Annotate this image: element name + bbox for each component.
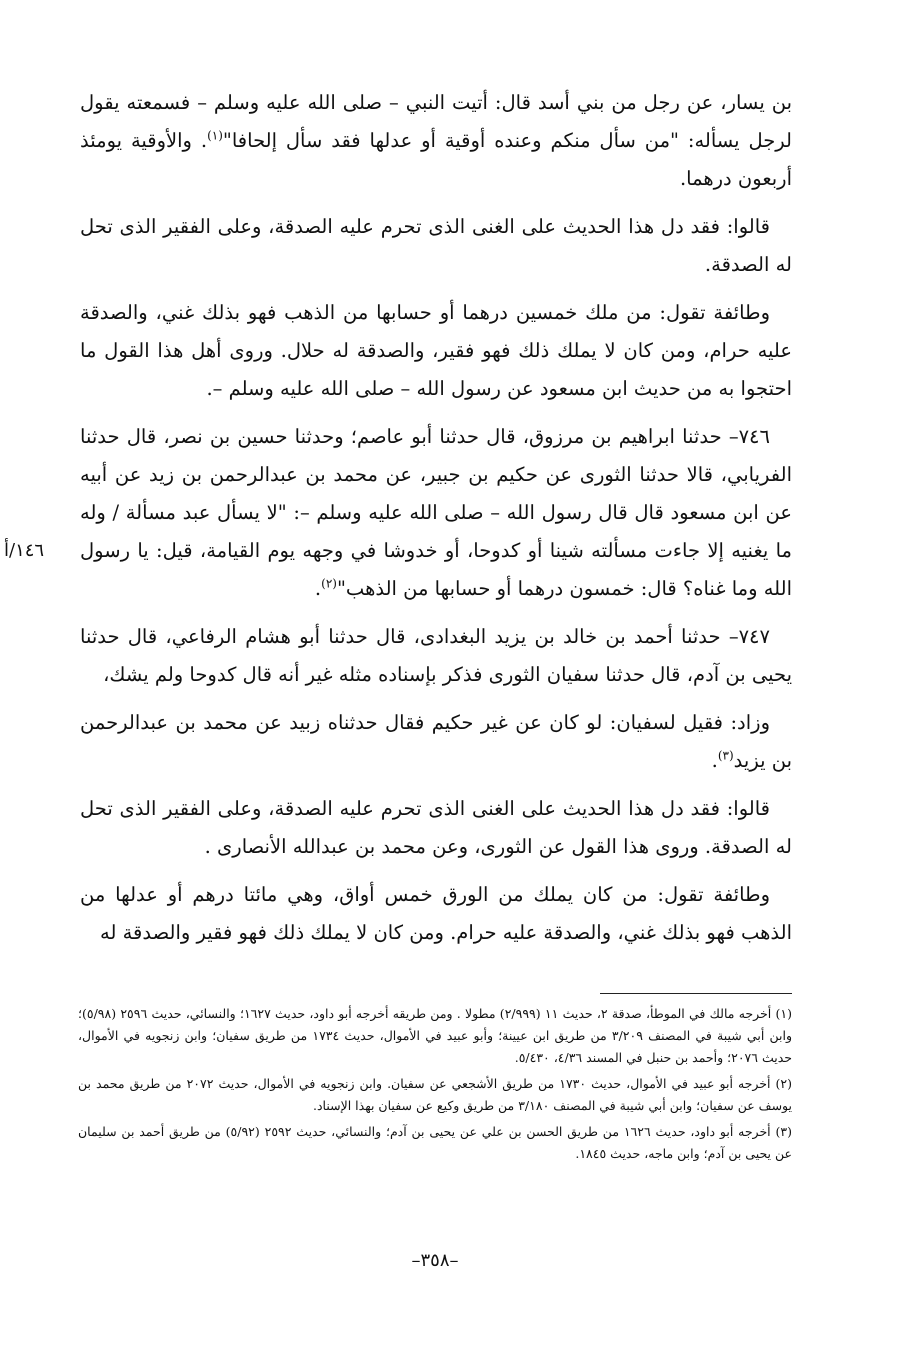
- margin-folio-note: ١٤٦/أ: [4, 540, 45, 561]
- paragraph: قالوا: فقد دل هذا الحديث على الغنى الذى تحرم عليه الصدقة، وعلى الفقير الذى تحل له الصدقة. وروى هذا القول عن الثورى، وعن محمد بن عبدالله الأنصارى .: [80, 797, 792, 858]
- paragraph: قالوا: فقد دل هذا الحديث على الغنى الذى تحرم عليه الصدقة، وعلى الفقير الذى تحل له الصدقة.: [80, 215, 792, 276]
- paragraph-text: وزاد: فقيل لسفيان: لو كان عن غير حكيم فقال حدثناه زبيد عن محمد بن عبدالرحمن بن يزيد: [80, 711, 792, 772]
- paragraph: ٧٤٧– حدثنا أحمد بن خالد بن يزيد البغدادى، قال حدثنا أبو هشام الرفاعي، قال حدثنا يحيى بن آدم، قال حدثنا سفيان الثورى فذكر بإسناده مثله غير أنه قال كدوحا ولم يشك،: [80, 625, 792, 686]
- paragraph-text: . والأوقية يومئذ أربعون درهما.: [80, 129, 792, 190]
- footnote: (١) أخرجه مالك في الموطأ، صدقة ٢، حديث ١١ (٢/٩٩٩) مطولا . ومن طريقه أخرجه أبو داود، حديث ١٦٢٧؛ والنسائي، حديث ٢٥٩٦ (٥/٩٨)؛ وابن أبي شيبة في المصنف ٣/٢٠٩ من طريق ابن عيينة؛ وأبو عبيد في الأموال، حديث ١٧٣٤ من طريق سفيان؛ وابن زنجويه في الأموال، حديث ٢٠٧٦؛ وأحمد بن حنبل في المسند ٤/٣٦، ٥/٤٣٠.: [78, 1006, 792, 1065]
- paragraph-text: .: [711, 749, 718, 772]
- footnote-ref: (١): [207, 128, 223, 143]
- paragraph: [80, 704, 792, 780]
- footnote-divider: [600, 993, 792, 994]
- paragraph-text: .: [314, 577, 322, 600]
- footnote: (٣) أخرجه أبو داود، حديث ١٦٢٦ من طريق الحسن بن علي عن يحيى بن آدم؛ والنسائي، حديث ٢٥٩٢ (٥/٩٢) من طريق أحمد بن سليمان عن يحيى بن آدم؛ وابن ماجه، حديث ١٨٤٥.: [78, 1124, 792, 1161]
- main-text: [80, 84, 792, 962]
- page-number: –٣٥٨–: [411, 1250, 459, 1271]
- footnotes: [78, 1003, 792, 1169]
- paragraph: [80, 418, 792, 608]
- footnote: (٢) أخرجه أبو عبيد في الأموال، حديث ١٧٣٠ من طريق الأشجعي عن سفيان. وابن زنجويه في الأموال، حديث ٢٠٧٢ من طريق محمد بن يوسف عن سفيان؛ وابن أبي شيبة في المصنف ٣/١٨٠ من طريق وكيع عن سفيان بهذا الإسناد.: [78, 1076, 792, 1113]
- footnote-ref: (٣): [717, 748, 734, 763]
- paragraph-text: ٧٤٦– حدثنا ابراهيم بن مرزوق، قال حدثنا أبو عاصم؛ وحدثنا حسين بن نصر، قال حدثنا الفريابي، قالا حدثنا الثورى عن حكيم بن جبير، عن محمد بن عبدالرحمن بن زيد عن أبيه عن ابن مسعود قال قال رسول الله – صلى الله عليه وسلم –: "لا يسأل عبد مسألة / وله ما يغنيه إلا جاءت مسألته شينا أو كدوحا، أو خدوشا في وجهه يوم القيامة، قيل: يا رسول الله وما غناه؟ قال: خمسون درهما أو حسابها من الذهب": [80, 425, 792, 600]
- paragraph: وطائفة تقول: من ملك خمسين درهما أو حسابها من الذهب فهو بذلك غني، والصدقة عليه حرام، ومن كان لا يملك ذلك فهو فقير، والصدقة له حلال. وروى أهل هذا القول ما احتجوا به من حديث ابن مسعود عن رسول الله – صلى الله عليه وسلم –.: [80, 301, 792, 400]
- paragraph: [80, 84, 792, 198]
- footnote-ref: (٢): [321, 576, 337, 591]
- paragraph: وطائفة تقول: من كان يملك من الورق خمس أواق، وهي مائتا درهم أو عدلها من الذهب فهو بذلك غني، والصدقة عليه حرام. ومن كان لا يملك ذلك فهو فقير والصدقة له: [80, 883, 792, 944]
- paragraph-text: بن يسار، عن رجل من بني أسد قال: أتيت النبي – صلى الله عليه وسلم – فسمعته يقول لرجل يسأله: "من سأل منكم وعنده أوقية أو عدلها فقد سأل إلحافا": [80, 91, 793, 152]
